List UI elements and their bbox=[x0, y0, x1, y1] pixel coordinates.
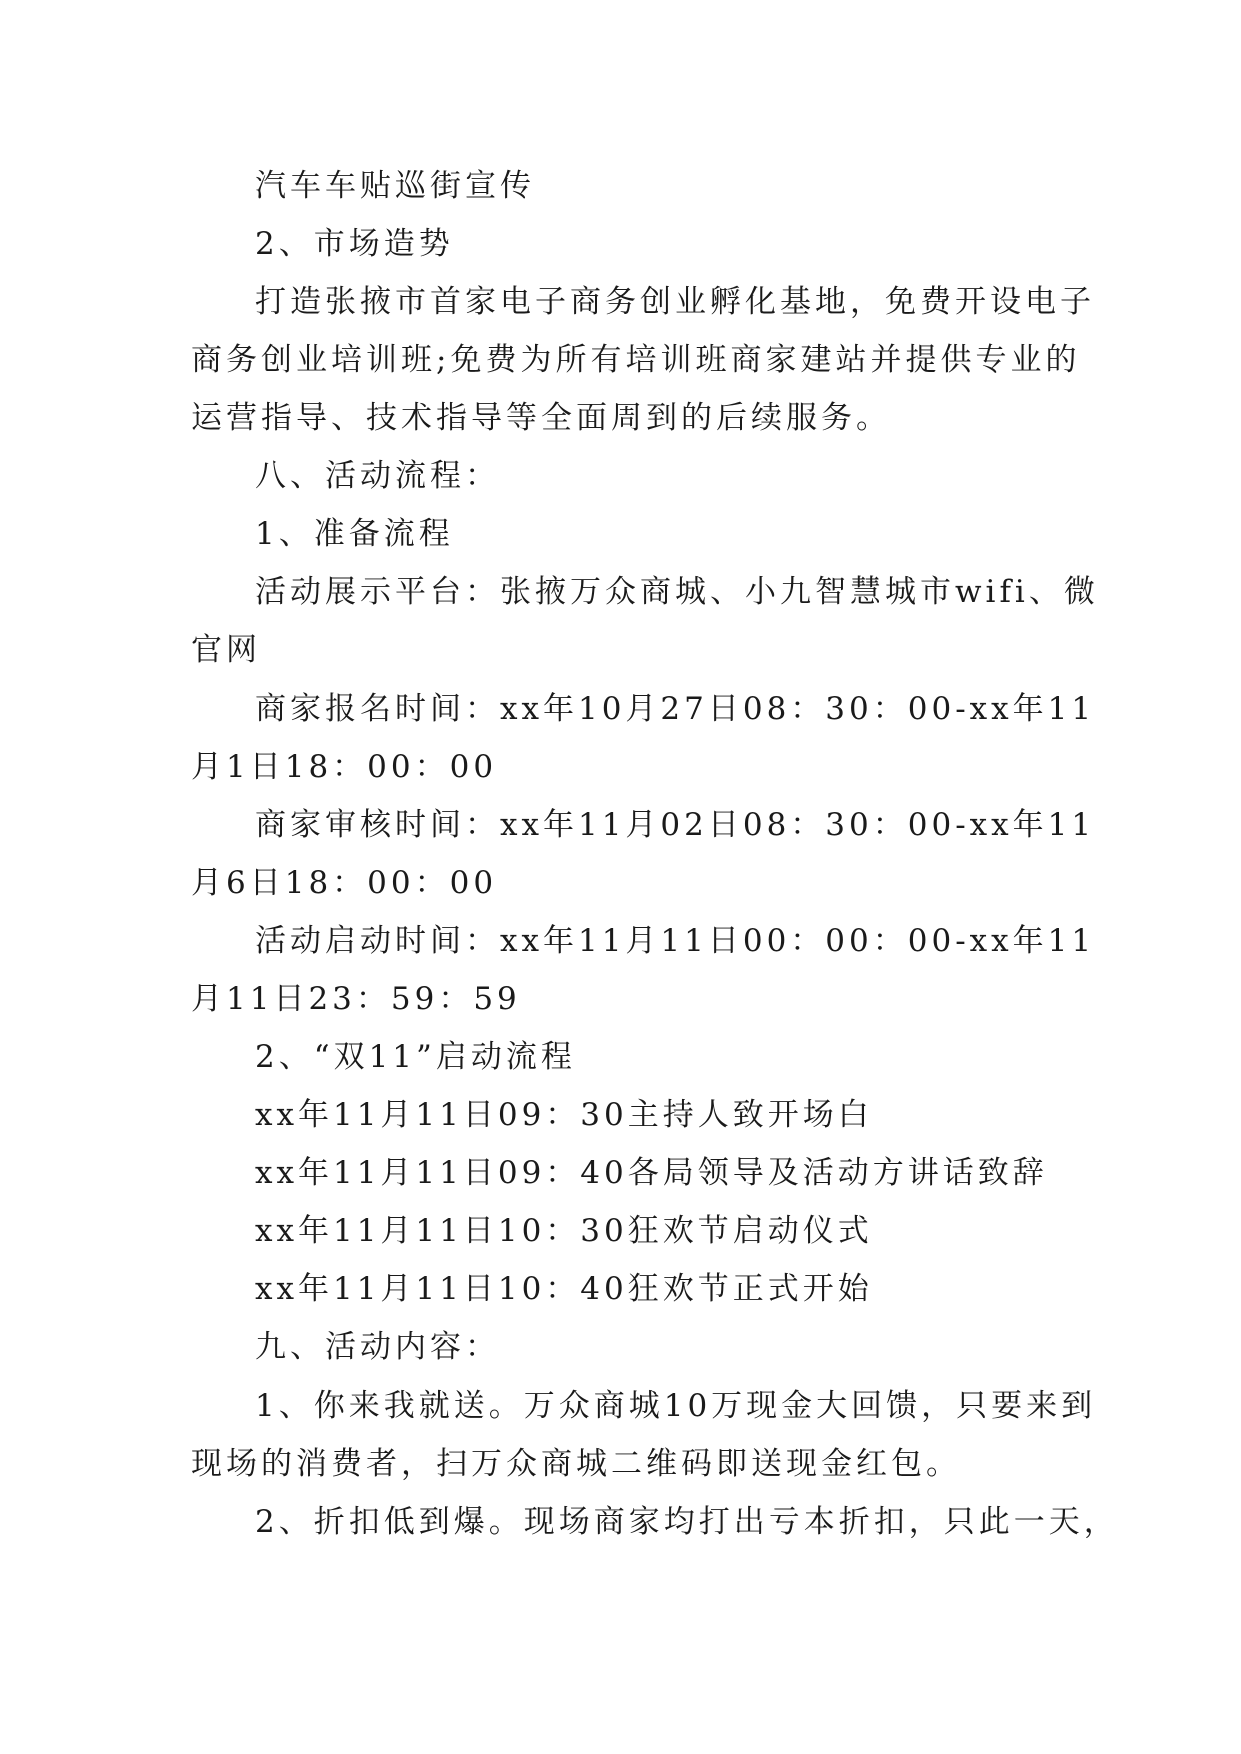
schedule-line: xx年11月11日09：30主持人致开场白 bbox=[255, 1097, 873, 1133]
text-line: 汽车车贴巡街宣传 bbox=[255, 168, 535, 204]
schedule-line: xx年11月11日10：40狂欢节正式开始 bbox=[255, 1271, 873, 1307]
section-heading: 九、活动内容： bbox=[255, 1329, 500, 1365]
paragraph-line: 打造张掖市首家电子商务创业孵化基地，免费开设电子 bbox=[255, 284, 1095, 320]
paragraph-line: 商家报名时间：xx年10月27日08：30：00-xx年11 bbox=[255, 691, 1096, 727]
section-heading: 八、活动流程： bbox=[255, 458, 500, 494]
paragraph-line: 活动展示平台：张掖万众商城、小九智慧城市wifi、微 bbox=[255, 574, 1099, 610]
section-heading: 1、准备流程 bbox=[255, 516, 454, 552]
paragraph-line: 运营指导、技术指导等全面周到的后续服务。 bbox=[191, 400, 891, 436]
paragraph-line: 商务创业培训班;免费为所有培训班商家建站并提供专业的 bbox=[191, 342, 1081, 378]
paragraph-line: 1、你来我就送。万众商城10万现金大回馈，只要来到 bbox=[255, 1388, 1097, 1424]
section-heading: 2、市场造势 bbox=[255, 226, 454, 262]
schedule-line: xx年11月11日10：30狂欢节启动仪式 bbox=[255, 1213, 873, 1249]
paragraph-line: 商家审核时间：xx年11月02日08：30：00-xx年11 bbox=[255, 807, 1096, 843]
paragraph-line: 现场的消费者，扫万众商城二维码即送现金红包。 bbox=[191, 1446, 961, 1482]
paragraph-line: 月1日18：00：00 bbox=[191, 749, 498, 785]
section-heading: 2、“双11”启动流程 bbox=[255, 1039, 576, 1075]
paragraph-line: 活动启动时间：xx年11月11日00：00：00-xx年11 bbox=[255, 923, 1096, 959]
paragraph-line: 月6日18：00：00 bbox=[191, 865, 498, 901]
paragraph-line: 2、折扣低到爆。现场商家均打出亏本折扣，只此一天， bbox=[255, 1504, 1119, 1540]
paragraph-line: 月11日23：59：59 bbox=[191, 981, 521, 1017]
schedule-line: xx年11月11日09：40各局领导及活动方讲话致辞 bbox=[255, 1155, 1048, 1191]
paragraph-line: 官网 bbox=[191, 632, 261, 668]
